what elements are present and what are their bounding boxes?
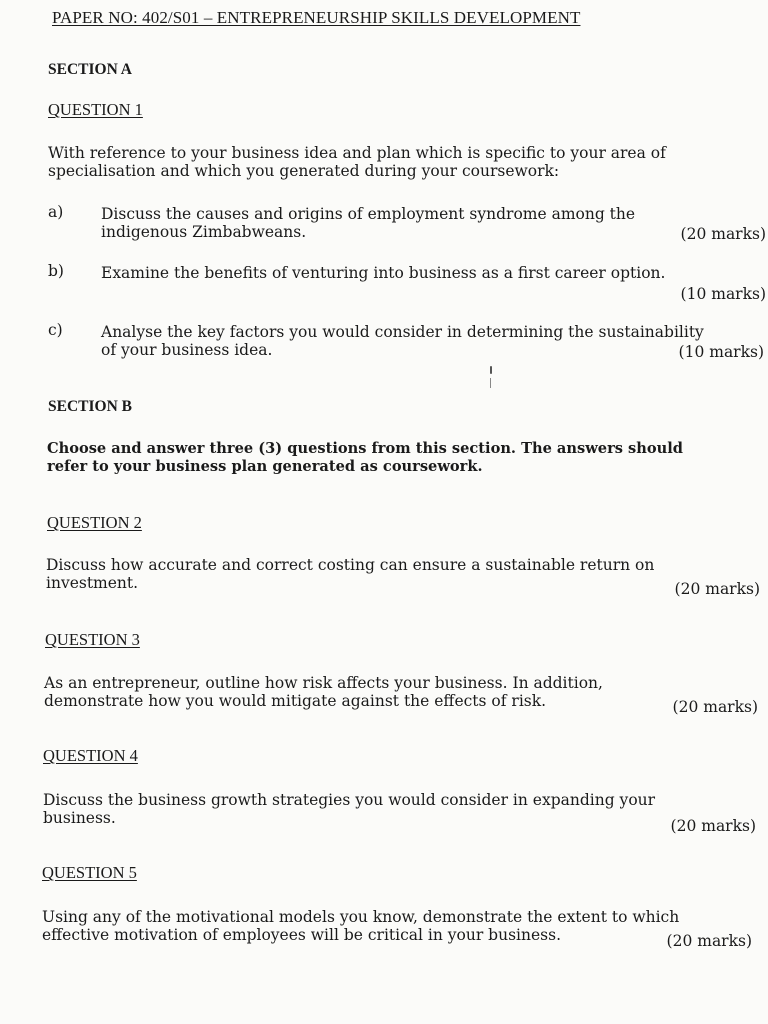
question-5-marks: (20 marks) <box>666 932 752 950</box>
item-a-line: Discuss the causes and origins of employment syndrome among the <box>101 205 636 223</box>
question-2-line: investment. <box>46 574 139 592</box>
question-4-heading: QUESTION 4 <box>43 746 138 765</box>
item-a-letter: a) <box>48 203 64 221</box>
question-4-line: business. <box>43 809 116 827</box>
item-b-line: Examine the benefits of venturing into business as a first career option. <box>101 264 666 282</box>
question-3-line: demonstrate how you would mitigate against the effects of risk. <box>44 692 547 710</box>
section-b-instruction-line: refer to your business plan generated as coursework. <box>47 458 483 475</box>
item-b-letter: b) <box>48 262 64 280</box>
question-2-text <box>46 556 654 592</box>
question-3-text <box>44 674 603 710</box>
question-1-intro-line: With reference to your business idea and plan which is specific to your area of <box>48 144 666 162</box>
item-c-letter: c) <box>48 321 63 339</box>
question-2-line: Discuss how accurate and correct costing can ensure a sustainable return on <box>46 556 655 574</box>
item-c-line: Analyse the key factors you would consider in determining the sustainability <box>101 323 704 341</box>
section-b-heading: SECTION B <box>48 398 132 415</box>
scan-speck <box>490 366 492 388</box>
paper-title: PAPER NO: 402/S01 – ENTREPRENEURSHIP SKILLS DEVELOPMENT <box>52 8 581 27</box>
question-5-text <box>42 908 679 944</box>
item-b-text <box>101 264 665 282</box>
question-2-heading: QUESTION 2 <box>47 513 142 532</box>
question-3-line: As an entrepreneur, outline how risk affects your business. In addition, <box>44 674 603 692</box>
question-4-text <box>43 791 655 827</box>
item-a-marks: (20 marks) <box>680 225 766 243</box>
item-a-line: indigenous Zimbabweans. <box>101 223 307 241</box>
question-1-intro-line: specialisation and which you generated during your coursework: <box>48 162 560 180</box>
item-c-text <box>101 323 704 359</box>
question-5-line: Using any of the motivational models you know, demonstrate the extent to which <box>42 908 680 926</box>
question-1-heading: QUESTION 1 <box>48 100 143 119</box>
question-4-line: Discuss the business growth strategies you would consider in expanding your <box>43 791 656 809</box>
question-5-line: effective motivation of employees will be critical in your business. <box>42 926 561 944</box>
item-b-marks: (10 marks) <box>680 285 766 303</box>
item-a-text <box>101 205 635 241</box>
section-a-heading: SECTION A <box>48 61 132 78</box>
question-5-heading: QUESTION 5 <box>42 863 137 882</box>
item-c-marks: (10 marks) <box>678 343 764 361</box>
question-2-marks: (20 marks) <box>674 580 760 598</box>
question-3-heading: QUESTION 3 <box>45 630 140 649</box>
section-b-instruction <box>47 440 683 476</box>
section-b-instruction-line: Choose and answer three (3) questions from this section. The answers should <box>47 440 683 457</box>
item-c-line: of your business idea. <box>101 341 273 359</box>
question-1-intro <box>48 144 666 180</box>
question-3-marks: (20 marks) <box>672 698 758 716</box>
question-4-marks: (20 marks) <box>670 817 756 835</box>
